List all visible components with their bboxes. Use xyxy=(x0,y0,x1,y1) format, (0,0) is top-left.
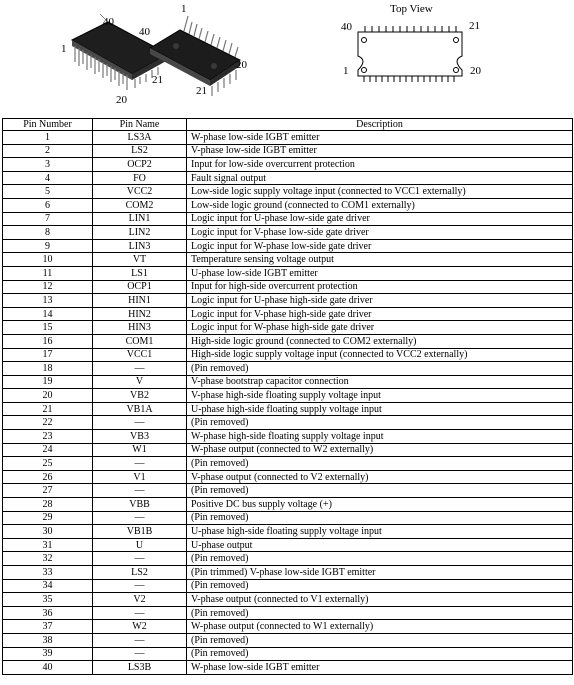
right-package-drawing xyxy=(150,16,240,96)
pin-name-cell: LIN1 xyxy=(93,212,187,226)
description-cell: Fault signal output xyxy=(187,171,573,185)
description-cell: (Pin removed) xyxy=(187,511,573,525)
table-row xyxy=(3,321,573,335)
description-cell: V-phase bootstrap capacitor connection xyxy=(187,375,573,389)
top-view-pin-1-label: 1 xyxy=(343,65,349,77)
pin-number-cell: 40 xyxy=(3,661,93,675)
pin-number-cell: 13 xyxy=(3,294,93,308)
table-row xyxy=(3,239,573,253)
table-row xyxy=(3,579,573,593)
pin-name-cell: LIN3 xyxy=(93,239,187,253)
pin-name-cell: — xyxy=(93,647,187,661)
pin-number-cell: 11 xyxy=(3,266,93,280)
pin-name-cell: — xyxy=(93,511,187,525)
pin-name-cell: — xyxy=(93,362,187,376)
pin-name-cell: W1 xyxy=(93,443,187,457)
pin-name-cell: V2 xyxy=(93,593,187,607)
pin-number-cell: 19 xyxy=(3,375,93,389)
right-package-pin-21-label: 21 xyxy=(196,85,207,97)
left-package-pin-1-label: 1 xyxy=(61,43,67,55)
top-view-pin-21-label: 21 xyxy=(469,20,480,32)
pin-number-cell: 22 xyxy=(3,416,93,430)
table-row xyxy=(3,253,573,267)
pin-number-cell: 38 xyxy=(3,633,93,647)
pin-name-cell: HIN2 xyxy=(93,307,187,321)
table-row xyxy=(3,307,573,321)
pin-number-cell: 2 xyxy=(3,144,93,158)
description-cell: Logic input for V-phase low-side gate driver xyxy=(187,226,573,240)
pin-number-cell: 1 xyxy=(3,131,93,145)
pin-name-cell: LIN2 xyxy=(93,226,187,240)
description-cell: U-phase high-side floating supply voltage input xyxy=(187,402,573,416)
description-cell: W-phase output (connected to W2 externally) xyxy=(187,443,573,457)
pin-number-cell: 25 xyxy=(3,457,93,471)
table-body xyxy=(3,131,573,675)
description-cell: (Pin removed) xyxy=(187,484,573,498)
description-cell: W-phase output (connected to W1 externally) xyxy=(187,620,573,634)
table-row xyxy=(3,566,573,580)
description-cell: (Pin removed) xyxy=(187,633,573,647)
pin-number-cell: 5 xyxy=(3,185,93,199)
description-cell: Temperature sensing voltage output xyxy=(187,253,573,267)
pin-name-cell: — xyxy=(93,579,187,593)
pin-number-cell: 9 xyxy=(3,239,93,253)
left-package-pin-40-label: 40 xyxy=(103,16,114,28)
table-row xyxy=(3,633,573,647)
pin-number-cell: 10 xyxy=(3,253,93,267)
pin-name-cell: HIN1 xyxy=(93,294,187,308)
description-cell: U-phase low-side IGBT emitter xyxy=(187,266,573,280)
pin-name-cell: VT xyxy=(93,253,187,267)
description-cell: Logic input for V-phase high-side gate driver xyxy=(187,307,573,321)
description-cell: High-side logic ground (connected to COM2 externally) xyxy=(187,334,573,348)
pin-number-cell: 32 xyxy=(3,552,93,566)
top-view-pin-20-label: 20 xyxy=(470,65,481,77)
pin-name-cell: V1 xyxy=(93,470,187,484)
pin-number-cell: 21 xyxy=(3,402,93,416)
pin-name-cell: — xyxy=(93,484,187,498)
table-row xyxy=(3,470,573,484)
pin-name-cell: LS3A xyxy=(93,131,187,145)
header-description: Description xyxy=(187,119,573,131)
left-package-pin-20-label: 20 xyxy=(116,94,127,106)
pin-name-cell: VCC2 xyxy=(93,185,187,199)
package-drawings xyxy=(0,0,574,116)
pin-name-cell: LS1 xyxy=(93,266,187,280)
description-cell: Input for low-side overcurrent protection xyxy=(187,158,573,172)
pin-name-cell: LS2 xyxy=(93,144,187,158)
table-row xyxy=(3,226,573,240)
description-cell: Low-side logic supply voltage input (connected to VCC1 externally) xyxy=(187,185,573,199)
pin-number-cell: 33 xyxy=(3,566,93,580)
pin-name-cell: VBB xyxy=(93,498,187,512)
description-cell: W-phase high-side floating supply voltage input xyxy=(187,430,573,444)
table-row xyxy=(3,498,573,512)
pin-number-cell: 31 xyxy=(3,538,93,552)
description-cell: Logic input for U-phase low-side gate driver xyxy=(187,212,573,226)
pin-number-cell: 4 xyxy=(3,171,93,185)
pin-name-cell: COM2 xyxy=(93,198,187,212)
description-cell: Low-side logic ground (connected to COM1 externally) xyxy=(187,198,573,212)
pin-name-cell: VB1B xyxy=(93,525,187,539)
table-row xyxy=(3,362,573,376)
pin-number-cell: 28 xyxy=(3,498,93,512)
table-row xyxy=(3,158,573,172)
table-row xyxy=(3,606,573,620)
description-cell: (Pin removed) xyxy=(187,647,573,661)
table-row xyxy=(3,511,573,525)
description-cell: (Pin removed) xyxy=(187,552,573,566)
pin-name-cell: VB1A xyxy=(93,402,187,416)
description-cell: V-phase output (connected to V1 externally) xyxy=(187,593,573,607)
table-row xyxy=(3,144,573,158)
pin-name-cell: OCP2 xyxy=(93,158,187,172)
table-header-row xyxy=(3,119,573,131)
package-figure xyxy=(0,0,574,116)
pin-name-cell: — xyxy=(93,552,187,566)
table-row xyxy=(3,416,573,430)
table-row xyxy=(3,266,573,280)
pin-name-cell: OCP1 xyxy=(93,280,187,294)
pin-number-cell: 18 xyxy=(3,362,93,376)
description-cell: (Pin removed) xyxy=(187,579,573,593)
pin-number-cell: 36 xyxy=(3,606,93,620)
right-package-pin-20-label: 20 xyxy=(236,59,247,71)
description-cell: U-phase output xyxy=(187,538,573,552)
table-row xyxy=(3,593,573,607)
left-package-pin-21-label: 21 xyxy=(152,74,163,86)
description-cell: Logic input for U-phase high-side gate driver xyxy=(187,294,573,308)
pin-number-cell: 14 xyxy=(3,307,93,321)
description-cell: Input for high-side overcurrent protection xyxy=(187,280,573,294)
pin-name-cell: HIN3 xyxy=(93,321,187,335)
right-package-pin-40-label: 40 xyxy=(139,26,150,38)
pin-name-cell: — xyxy=(93,633,187,647)
table-row xyxy=(3,538,573,552)
pin-name-cell: — xyxy=(93,606,187,620)
table-row xyxy=(3,620,573,634)
table-row xyxy=(3,185,573,199)
pin-name-cell: LS3B xyxy=(93,661,187,675)
description-cell: U-phase high-side floating supply voltage input xyxy=(187,525,573,539)
pin-number-cell: 37 xyxy=(3,620,93,634)
top-view-title: Top View xyxy=(390,3,433,15)
pin-number-cell: 16 xyxy=(3,334,93,348)
pin-number-cell: 15 xyxy=(3,321,93,335)
table-row xyxy=(3,294,573,308)
table-row xyxy=(3,389,573,403)
table-row xyxy=(3,375,573,389)
pin-name-cell: — xyxy=(93,457,187,471)
description-cell: V-phase output (connected to V2 externally) xyxy=(187,470,573,484)
pin-name-cell: — xyxy=(93,416,187,430)
description-cell: Logic input for W-phase high-side gate driver xyxy=(187,321,573,335)
pin-number-cell: 34 xyxy=(3,579,93,593)
header-pin-number: Pin Number xyxy=(3,119,93,131)
top-view-drawing xyxy=(358,26,462,82)
description-cell: V-phase high-side floating supply voltage input xyxy=(187,389,573,403)
pin-description-table xyxy=(2,118,573,675)
table-row xyxy=(3,647,573,661)
pin-number-cell: 6 xyxy=(3,198,93,212)
table-row xyxy=(3,212,573,226)
table-row xyxy=(3,430,573,444)
table-row xyxy=(3,334,573,348)
table-row xyxy=(3,661,573,675)
table-row xyxy=(3,348,573,362)
pin-number-cell: 23 xyxy=(3,430,93,444)
pin-number-cell: 20 xyxy=(3,389,93,403)
table-row xyxy=(3,198,573,212)
pin-number-cell: 8 xyxy=(3,226,93,240)
description-cell: (Pin removed) xyxy=(187,416,573,430)
table-row xyxy=(3,131,573,145)
table-row xyxy=(3,402,573,416)
description-cell: (Pin trimmed) V-phase low-side IGBT emitter xyxy=(187,566,573,580)
description-cell: Positive DC bus supply voltage (+) xyxy=(187,498,573,512)
table-row xyxy=(3,457,573,471)
table-row xyxy=(3,552,573,566)
description-cell: (Pin removed) xyxy=(187,606,573,620)
pin-number-cell: 35 xyxy=(3,593,93,607)
pin-number-cell: 39 xyxy=(3,647,93,661)
pin-number-cell: 3 xyxy=(3,158,93,172)
right-package-pin-1-label: 1 xyxy=(181,3,187,15)
description-cell: High-side logic supply voltage input (connected to VCC2 externally) xyxy=(187,348,573,362)
pin-name-cell: VB2 xyxy=(93,389,187,403)
pin-number-cell: 24 xyxy=(3,443,93,457)
description-cell: Logic input for W-phase low-side gate driver xyxy=(187,239,573,253)
table-row xyxy=(3,280,573,294)
pin-name-cell: W2 xyxy=(93,620,187,634)
table-row xyxy=(3,525,573,539)
pin-name-cell: V xyxy=(93,375,187,389)
table-row xyxy=(3,484,573,498)
description-cell: W-phase low-side IGBT emitter xyxy=(187,661,573,675)
pin-number-cell: 29 xyxy=(3,511,93,525)
description-cell: (Pin removed) xyxy=(187,362,573,376)
pin-name-cell: VCC1 xyxy=(93,348,187,362)
pin-number-cell: 30 xyxy=(3,525,93,539)
pin-name-cell: U xyxy=(93,538,187,552)
header-pin-name: Pin Name xyxy=(93,119,187,131)
pin-number-cell: 27 xyxy=(3,484,93,498)
description-cell: (Pin removed) xyxy=(187,457,573,471)
pin-name-cell: COM1 xyxy=(93,334,187,348)
pin-name-cell: FO xyxy=(93,171,187,185)
top-view-pin-40-label: 40 xyxy=(341,21,352,33)
pin-name-cell: VB3 xyxy=(93,430,187,444)
pin-name-cell: LS2 xyxy=(93,566,187,580)
pin-number-cell: 12 xyxy=(3,280,93,294)
pin-number-cell: 7 xyxy=(3,212,93,226)
table-row xyxy=(3,443,573,457)
pin-number-cell: 17 xyxy=(3,348,93,362)
pin-number-cell: 26 xyxy=(3,470,93,484)
table-row xyxy=(3,171,573,185)
description-cell: V-phase low-side IGBT emitter xyxy=(187,144,573,158)
description-cell: W-phase low-side IGBT emitter xyxy=(187,131,573,145)
